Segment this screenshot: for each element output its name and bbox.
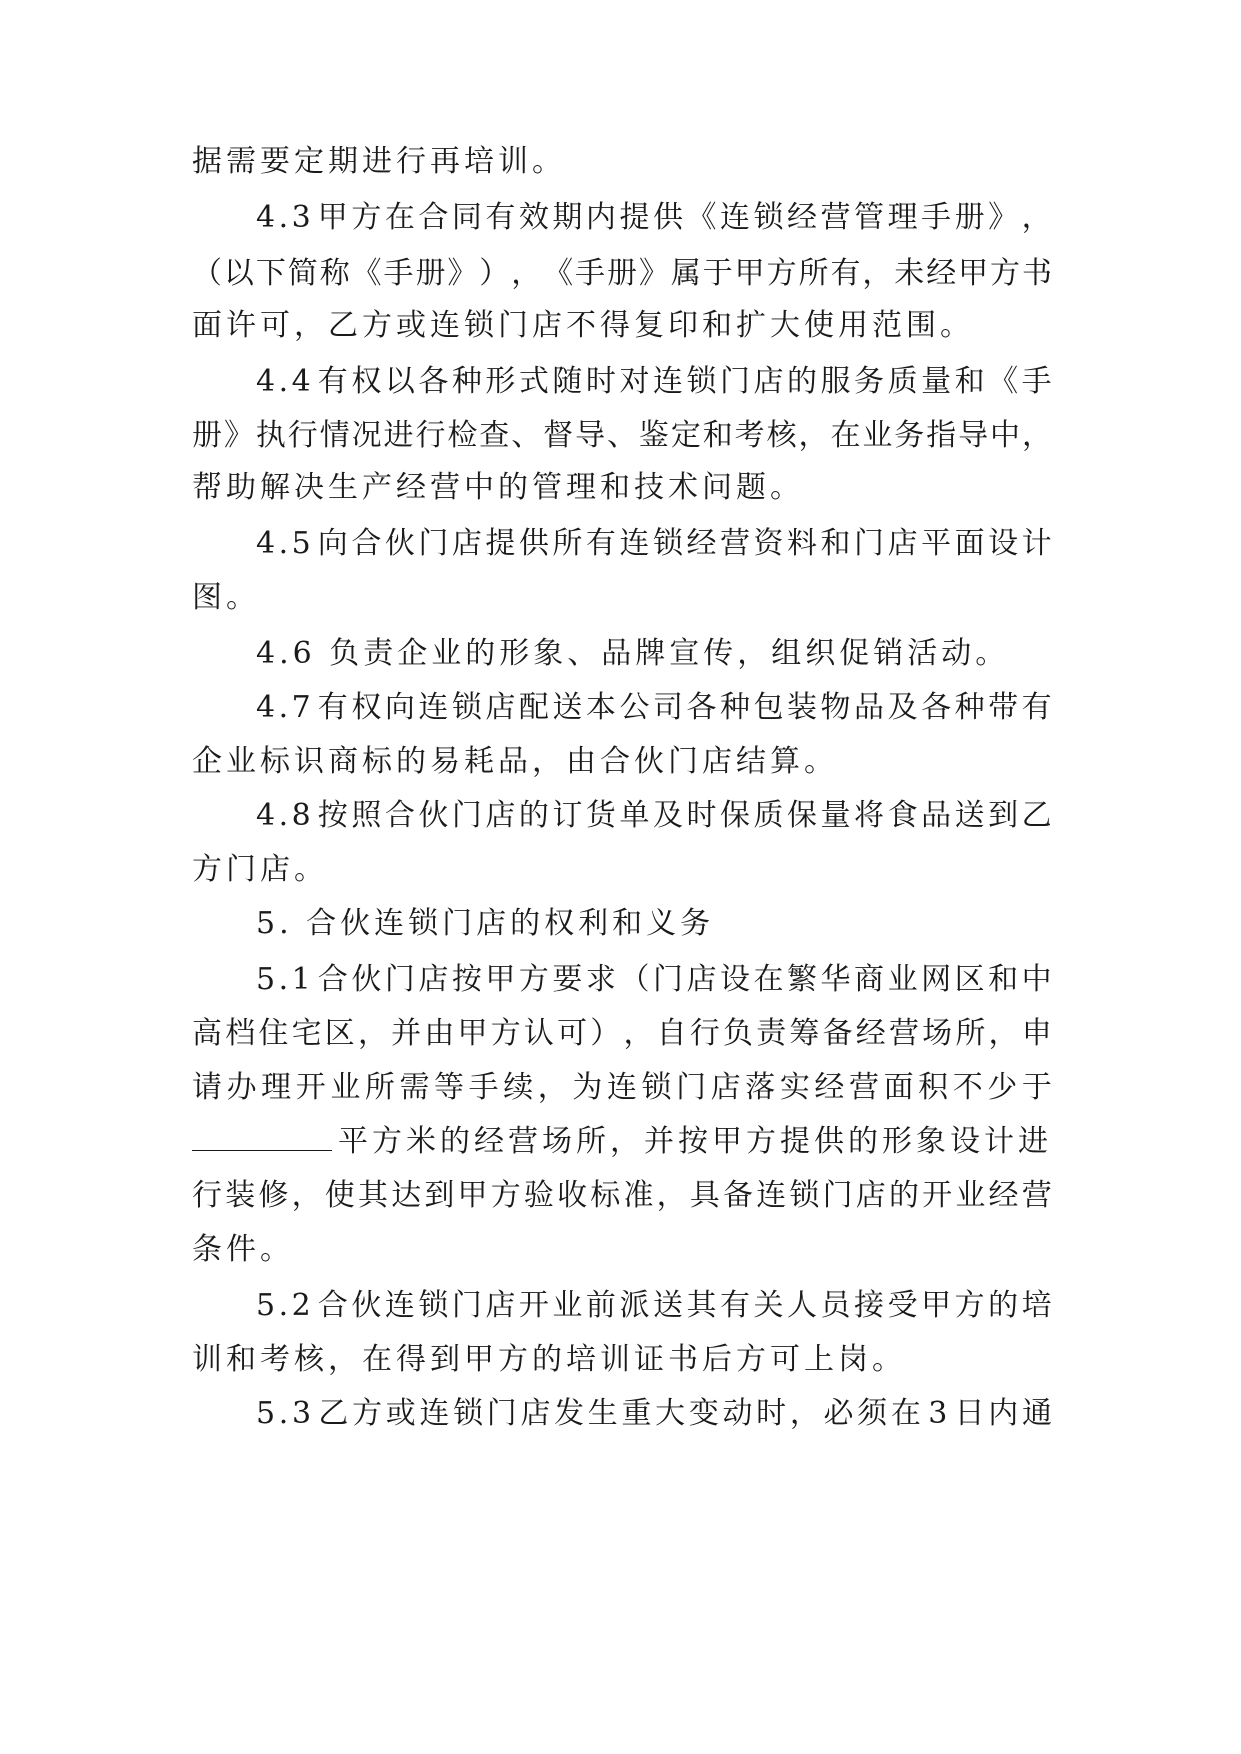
text-line-with-blank <box>192 1120 1052 1164</box>
text-line: 册 》 执 行 情 况 进 行 检 查 、 督 导 、 鉴 定 和 考 核 ， 在 业 务 指 导 中 ， <box>192 418 1052 453</box>
text-line: 4 . 4 有 权 以 各 种 形 式 随 时 对 连 锁 门 店 的 服 务 质 量 和 《 手 <box>256 364 1052 399</box>
text-line: 4 . 8 按 照 合 伙 门 店 的 订 货 单 及 时 保 质 保 量 将 食 品 送 到 乙 <box>256 798 1052 833</box>
text-line: 据需要定期进行再培训。 <box>192 144 566 179</box>
text-line: 帮助解决生产经营中的管理和技术问题。 <box>192 470 804 505</box>
text-line: 面许可，乙方或连锁门店不得复印和扩大使用范围。 <box>192 308 974 343</box>
text-line: 4 . 3 甲 方 在 合 同 有 效 期 内 提 供 《 连 锁 经 营 管 理 手 册 》 ， <box>256 200 1052 235</box>
text-line: 5 . 3 乙 方 或 连 锁 门 店 发 生 重 大 变 动 时 ， 必 须 在 3 日 内 通 <box>256 1396 1052 1431</box>
text-line: 5 . 2 合 伙 连 锁 门 店 开 业 前 派 送 其 有 关 人 员 接 受 甲 方 的 培 <box>256 1288 1052 1323</box>
text-line: 条件。 <box>192 1232 294 1267</box>
text-line: 行 装 修 ， 使 其 达 到 甲 方 验 收 标 准 ， 具 备 连 锁 门 店 的 开 业 经 营 <box>192 1178 1052 1213</box>
text-line: （ 以 下 简 称 《 手 册 》 ） ， 《 手 册 》 属 于 甲 方 所 有 ， 未 经 甲 方 书 <box>192 256 1052 291</box>
text-line: 5 . 1 合 伙 门 店 按 甲 方 要 求 （ 门 店 设 在 繁 华 商 业 网 区 和 中 <box>256 962 1052 997</box>
text-line: 企业标识商标的易耗品，由合伙门店结算。 <box>192 744 838 779</box>
text-line: 高 档 住 宅 区 ， 并 由 甲 方 认 可 ） ， 自 行 负 责 筹 备 经 营 场 所 ， 申 <box>192 1016 1052 1051</box>
text-line: 4.6 负责企业的形象、品牌宣传，组织促销活动。 <box>256 636 1010 671</box>
text-line: 平方米的经营场所，并按甲方提供的形象设计进 <box>338 1124 1052 1159</box>
text-line: 请 办 理 开 业 所 需 等 手 续 ， 为 连 锁 门 店 落 实 经 营 面 积 不 少 于 <box>192 1070 1052 1105</box>
text-line: 图。 <box>192 580 260 615</box>
fill-in-blank <box>192 1120 332 1151</box>
text-line: 训和考核，在得到甲方的培训证书后方可上岗。 <box>192 1342 906 1377</box>
text-line: 4 . 5 向 合 伙 门 店 提 供 所 有 连 锁 经 营 资 料 和 门 店 平 面 设 计 <box>256 526 1052 561</box>
section-heading: 5. 合伙连锁门店的权利和义务 <box>256 906 715 941</box>
text-line: 4 . 7 有 权 向 连 锁 店 配 送 本 公 司 各 种 包 装 物 品 及 各 种 带 有 <box>256 690 1052 725</box>
text-line: 方门店。 <box>192 852 328 887</box>
